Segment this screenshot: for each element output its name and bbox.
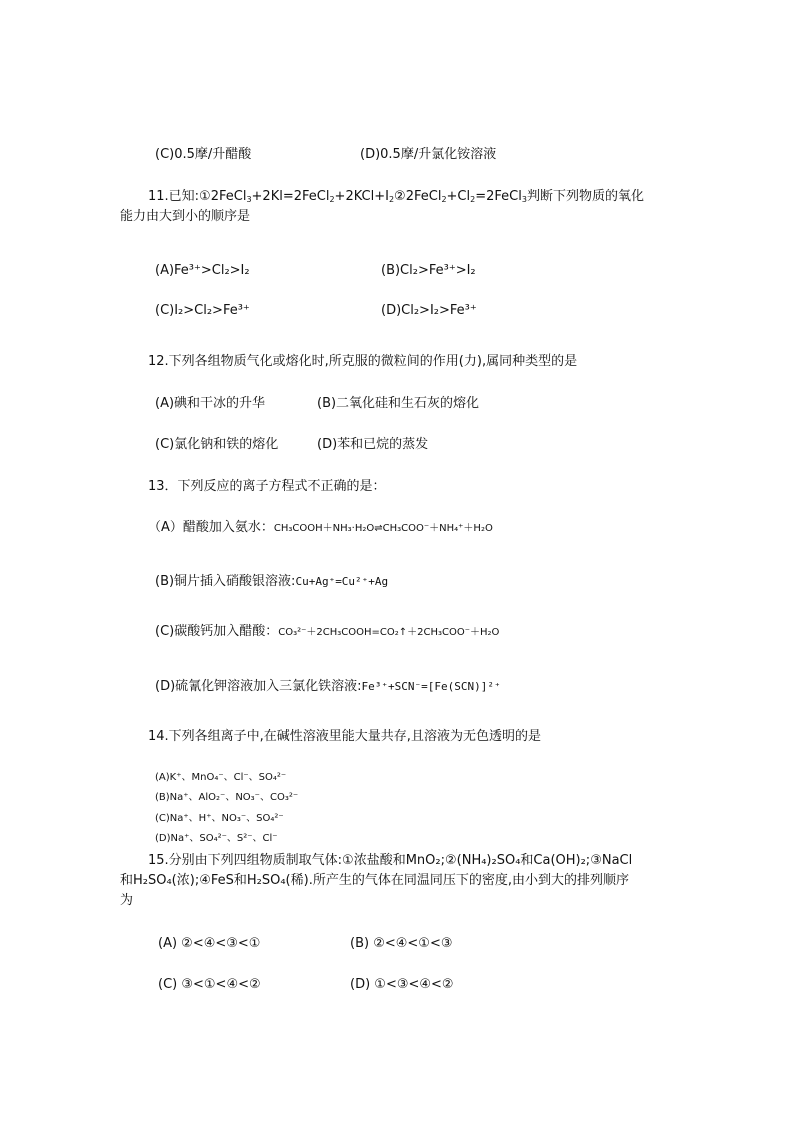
q11-stem-line1: 11.已知$:①2FeCl_3+2Kl=2FeCl_2+2KCl+I_2②2FeCl_2+Cl_2=2FeCl_3$判断下列物质的氧化 [148, 189, 644, 204]
q10-option-d: (D)0.5摩/升氯化铵溶液 [360, 147, 497, 162]
q14-stem: 14.下列各组离子中,在碱性溶液里能大量共存,且溶液为无色透明的是 [148, 729, 541, 744]
q10-option-c: (C)0.5摩/升醋酸 [155, 147, 252, 162]
q15-stem-line1: 15.分别由下列四组物质制取气体:①浓盐酸和MnO₂;②(NH₄)₂SO₄和Ca(OH)₂;③NaCl [148, 853, 633, 868]
q15-option-a: (A) ②<④<③<① [158, 936, 261, 951]
q15-stem-line3: 为 [120, 893, 134, 908]
q12-stem: 12.下列各组物质气化或熔化时,所克服的微粒间的作用(力),属同种类型的是 [148, 354, 578, 369]
q11-option-a: (A)Fe³⁺>Cl₂>I₂ [155, 263, 250, 278]
q13-option-c: (C)碳酸钙加入醋酸：CO₃²⁻＋2CH₃COOH=CO₂↑＋2CH₃COO⁻＋H₂O [155, 624, 500, 639]
q12-option-d: (D)苯和已烷的蒸发 [317, 437, 429, 452]
q12-option-a: (A)碘和干冰的升华 [155, 396, 266, 411]
q15-option-b: (B) ②<④<①<③ [350, 936, 453, 951]
q13-option-b: (B)铜片插入硝酸银溶液:Cu+Ag⁺=Cu²⁺+Ag [155, 574, 389, 589]
q12-option-b: (B)二氧化硅和生石灰的熔化 [317, 396, 480, 411]
q11-option-b: (B)Cl₂>Fe³⁺>I₂ [381, 263, 476, 278]
q14-option-d: (D)Na⁺、SO₄²⁻、S²⁻、Cl⁻ [155, 833, 278, 844]
q13-option-a: （A）醋酸加入氨水：CH₃COOH＋NH₃·H₂O⇌CH₃COO⁻＋NH₄⁺＋H₂O [148, 520, 493, 535]
q15-stem-line2: 和H₂SO₄(浓);④FeS和H₂SO₄(稀).所产生的气体在同温同压下的密度,由小到大的排列顺序 [120, 873, 629, 888]
q13-stem: 13．下列反应的离子方程式不正确的是： [148, 479, 386, 494]
q15-option-c: (C) ③<①<④<② [158, 977, 261, 992]
q14-option-a: (A)K⁺、MnO₄⁻、Cl⁻、SO₄²⁻ [155, 772, 287, 783]
q14-option-b: (B)Na⁺、AlO₂⁻、NO₃⁻、CO₃²⁻ [155, 792, 299, 803]
q11-option-d: (D)Cl₂>I₂>Fe³⁺ [381, 303, 477, 318]
q14-option-c: (C)Na⁺、H⁺、NO₃⁻、SO₄²⁻ [155, 813, 284, 824]
q15-option-d: (D) ①<③<④<② [350, 977, 454, 992]
q13-option-d: (D)硫氰化钾溶液加入三氯化铁溶液:Fe³⁺+SCN⁻=[Fe(SCN)]²⁺ [155, 679, 501, 694]
q11-option-c: (C)I₂>Cl₂>Fe³⁺ [155, 303, 250, 318]
q11-stem-line2: 能力由大到小的顺序是 [120, 209, 251, 224]
q12-option-c: (C)氯化钠和铁的熔化 [155, 437, 279, 452]
